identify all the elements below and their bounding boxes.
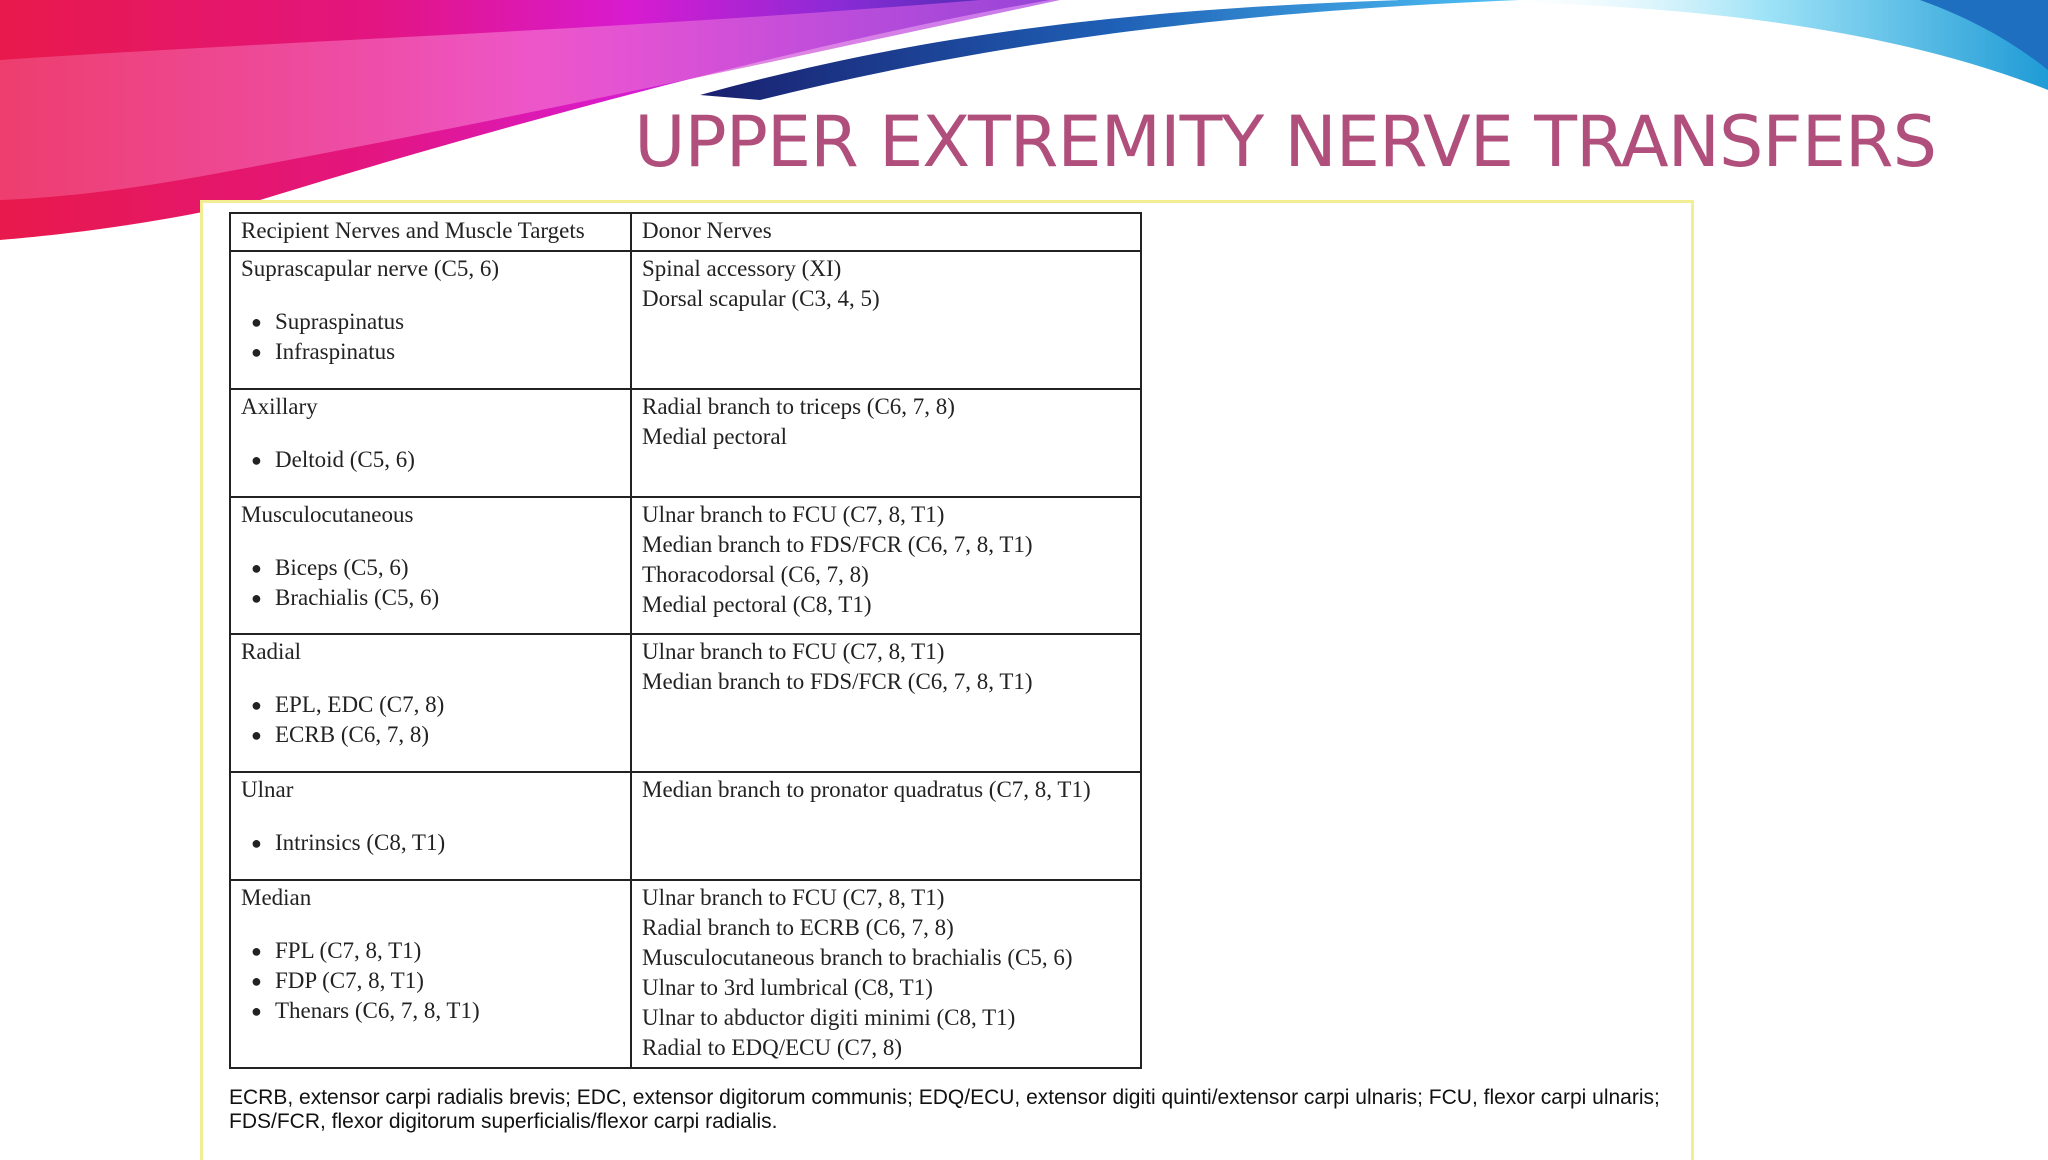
bullet-icon: ● — [251, 558, 262, 578]
table-row — [230, 497, 1141, 634]
muscle-target — [251, 996, 621, 1026]
table-row — [230, 772, 1141, 880]
donor-cell — [631, 389, 1141, 497]
bullet-icon: ● — [251, 695, 262, 715]
recipient-nerve: Suprascapular nerve (C5, 6) — [241, 256, 500, 281]
header-recipient: Recipient Nerves and Muscle Targets — [230, 213, 631, 251]
muscle-target-list — [241, 553, 621, 613]
donor-nerve: Ulnar branch to FCU (C7, 8, T1) — [642, 502, 945, 527]
muscle-target-text: ECRB (C6, 7, 8) — [275, 722, 429, 747]
muscle-target-text: Deltoid (C5, 6) — [275, 447, 415, 472]
recipient-nerve: Median — [241, 885, 312, 910]
muscle-target — [251, 583, 621, 613]
table-footnote: ECRB, extensor carpi radialis brevis; EDC, extensor digitorum communis; EDQ/ECU, extensor digiti quinti/extensor carpi ulnaris; FCU, flexor carpi ulnaris; FDS/FCR, flexor digitorum superficialis/flexor carpi radialis. — [229, 1086, 1660, 1133]
donor-cell — [631, 880, 1141, 1068]
table-body — [230, 251, 1141, 1068]
donor-nerve: Medial pectoral — [642, 424, 787, 449]
donor-nerve: Ulnar branch to FCU (C7, 8, T1) — [642, 885, 945, 910]
muscle-target-text: Biceps (C5, 6) — [275, 555, 409, 580]
muscle-target — [251, 828, 621, 858]
muscle-target — [251, 690, 621, 720]
recipient-nerve: Ulnar — [241, 777, 294, 802]
muscle-target-list — [241, 445, 621, 475]
donor-nerve: Radial to EDQ/ECU (C7, 8) — [642, 1035, 902, 1060]
donor-nerve: Median branch to FDS/FCR (C6, 7, 8, T1) — [642, 669, 1033, 694]
muscle-target-text: FDP (C7, 8, T1) — [275, 968, 424, 993]
muscle-target — [251, 936, 621, 966]
donor-nerve: Median branch to FDS/FCR (C6, 7, 8, T1) — [642, 532, 1033, 557]
recipient-cell — [230, 497, 631, 634]
muscle-target — [251, 445, 621, 475]
donor-cell — [631, 497, 1141, 634]
muscle-target — [251, 337, 621, 367]
table-row — [230, 880, 1141, 1068]
recipient-nerve: Radial — [241, 639, 302, 664]
muscle-target-text: EPL, EDC (C7, 8) — [275, 692, 445, 717]
muscle-target-list — [241, 936, 621, 1026]
nerve-transfer-table — [229, 212, 1142, 1069]
muscle-target-text: Brachialis (C5, 6) — [275, 585, 440, 610]
donor-nerve: Spinal accessory (XI) — [642, 256, 842, 281]
recipient-cell — [230, 389, 631, 497]
muscle-target-text: Intrinsics (C8, T1) — [275, 830, 446, 855]
recipient-nerve: Musculocutaneous — [241, 502, 414, 527]
bullet-icon: ● — [251, 450, 262, 470]
muscle-target-list — [241, 307, 621, 367]
table-row — [230, 389, 1141, 497]
recipient-cell — [230, 634, 631, 772]
donor-nerve: Radial branch to ECRB (C6, 7, 8) — [642, 915, 954, 940]
muscle-target-text: Infraspinatus — [275, 339, 396, 364]
bullet-icon: ● — [251, 342, 262, 362]
bullet-icon: ● — [251, 312, 262, 332]
bullet-icon: ● — [251, 1001, 262, 1021]
donor-nerve: Ulnar to abductor digiti minimi (C8, T1) — [642, 1005, 1016, 1030]
table-row — [230, 634, 1141, 772]
donor-cell — [631, 251, 1141, 389]
table-row — [230, 251, 1141, 389]
muscle-target — [251, 307, 621, 337]
donor-cell — [631, 772, 1141, 880]
bullet-icon: ● — [251, 971, 262, 991]
donor-nerve: Median branch to pronator quadratus (C7, 8, T1) — [642, 777, 1091, 802]
donor-nerve: Ulnar to 3rd lumbrical (C8, T1) — [642, 975, 933, 1000]
muscle-target — [251, 966, 621, 996]
donor-nerve: Thoracodorsal (C6, 7, 8) — [642, 562, 869, 587]
recipient-cell — [230, 772, 631, 880]
donor-cell — [631, 634, 1141, 772]
muscle-target — [251, 553, 621, 583]
donor-nerve: Medial pectoral (C8, T1) — [642, 592, 872, 617]
muscle-target-list — [241, 828, 621, 858]
table-header-row — [230, 213, 1141, 251]
muscle-target-text: FPL (C7, 8, T1) — [275, 938, 422, 963]
donor-nerve: Ulnar branch to FCU (C7, 8, T1) — [642, 639, 945, 664]
header-donor: Donor Nerves — [631, 213, 1141, 251]
bullet-icon: ● — [251, 725, 262, 745]
slide-title: UPPER EXTREMITY NERVE TRANSFERS — [634, 101, 1936, 183]
muscle-target — [251, 720, 621, 750]
recipient-nerve: Axillary — [241, 394, 318, 419]
muscle-target-text: Thenars (C6, 7, 8, T1) — [275, 998, 480, 1023]
muscle-target-text: Supraspinatus — [275, 309, 405, 334]
recipient-cell — [230, 251, 631, 389]
recipient-cell — [230, 880, 631, 1068]
bullet-icon: ● — [251, 833, 262, 853]
donor-nerve: Dorsal scapular (C3, 4, 5) — [642, 286, 880, 311]
bullet-icon: ● — [251, 941, 262, 961]
muscle-target-list — [241, 690, 621, 750]
donor-nerve: Radial branch to triceps (C6, 7, 8) — [642, 394, 955, 419]
donor-nerve: Musculocutaneous branch to brachialis (C5, 6) — [642, 945, 1073, 970]
bullet-icon: ● — [251, 588, 262, 608]
